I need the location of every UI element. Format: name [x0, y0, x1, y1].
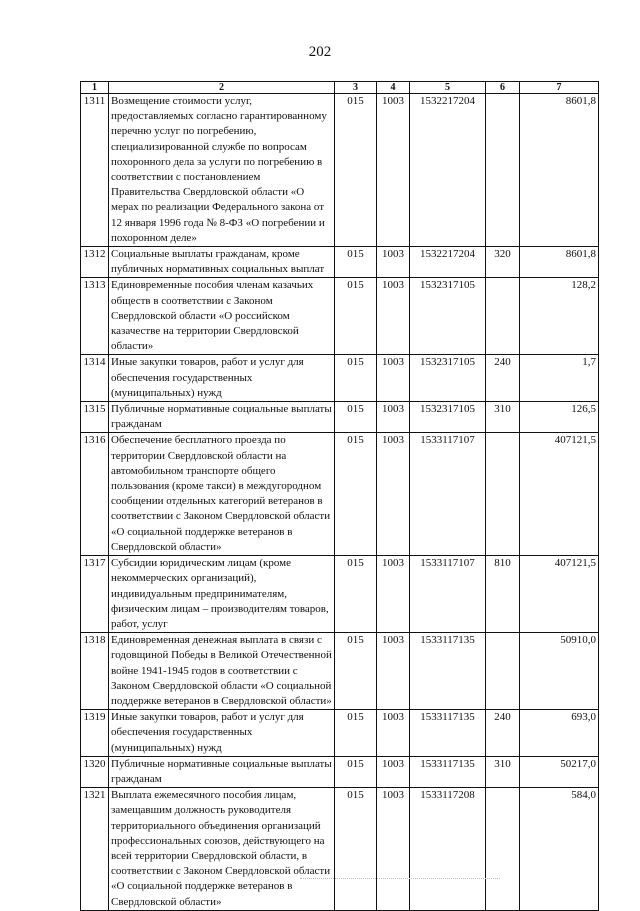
row-code-6 [486, 433, 520, 556]
row-description: Единовременная денежная выплата в связи с годовщиной Победы в Великой Отечественной войне 1941-1945 годов в соответствии с Законом Свердловской области «О социальной поддержке ветеранов в Свердловской области» [109, 633, 335, 710]
col-header-5: 5 [410, 82, 486, 94]
row-code-3: 015 [335, 710, 377, 757]
row-description: Социальные выплаты гражданам, кроме публичных нормативных социальных выплат [109, 247, 335, 278]
row-description: Выплата ежемесячного пособия лицам, замещавшим должность руководителя территориального объединения организаций профессиональных союзов, действующего на всей территории Свердловской области, в соответствии с Законом Свердловской области «О социальной поддержке ветеранов в Свердловской области» [109, 788, 335, 911]
table-row [81, 402, 599, 433]
row-code-6: 310 [486, 402, 520, 433]
row-code-6 [486, 278, 520, 355]
row-number: 1313 [81, 278, 109, 355]
col-header-1: 1 [81, 82, 109, 94]
row-code-6 [486, 633, 520, 710]
table-row [81, 633, 599, 710]
row-description: Публичные нормативные социальные выплаты гражданам [109, 402, 335, 433]
row-sum: 50910,0 [520, 633, 599, 710]
row-code-5: 1533117107 [410, 433, 486, 556]
row-description: Возмещение стоимости услуг, предоставляемых согласно гарантированному перечню услуг по погребению, специализированной службе по вопросам похоронного дела за услуги по погребению в соответствии с постановлением Правительства Свердловской области «О мерах по реализации Федерального закона от 12 января 1996 года № 8-ФЗ «О погребении и похоронном деле» [109, 94, 335, 247]
row-code-3: 015 [335, 402, 377, 433]
col-header-7: 7 [520, 82, 599, 94]
row-code-4: 1003 [377, 556, 410, 633]
header-row [81, 82, 599, 94]
row-code-6 [486, 788, 520, 911]
col-header-2: 2 [109, 82, 335, 94]
row-description: Субсидии юридическим лицам (кроме некоммерческих организаций), индивидуальным предпринимателям, физическим лицам – производителям товаров, работ, услуг [109, 556, 335, 633]
row-code-6: 310 [486, 756, 520, 787]
row-code-3: 015 [335, 633, 377, 710]
row-code-3: 015 [335, 556, 377, 633]
row-code-4: 1003 [377, 278, 410, 355]
row-number: 1317 [81, 556, 109, 633]
row-number: 1315 [81, 402, 109, 433]
row-description: Иные закупки товаров, работ и услуг для обеспечения государственных (муниципальных) нужд [109, 710, 335, 757]
row-code-6: 320 [486, 247, 520, 278]
row-sum: 407121,5 [520, 433, 599, 556]
row-number: 1312 [81, 247, 109, 278]
row-description: Единовременные пособия членам казачьих обществ в соответствии с Законом Свердловской области «О российском казачестве на территории Свердловской области» [109, 278, 335, 355]
row-number: 1311 [81, 94, 109, 247]
row-number: 1320 [81, 756, 109, 787]
table-row [81, 94, 599, 247]
row-number: 1319 [81, 710, 109, 757]
row-code-4: 1003 [377, 788, 410, 911]
row-code-4: 1003 [377, 633, 410, 710]
row-code-4: 1003 [377, 355, 410, 402]
row-number: 1316 [81, 433, 109, 556]
scan-edge-line [300, 878, 500, 879]
row-code-6: 240 [486, 355, 520, 402]
row-code-4: 1003 [377, 247, 410, 278]
row-number: 1318 [81, 633, 109, 710]
row-code-3: 015 [335, 756, 377, 787]
row-code-5: 1533117208 [410, 788, 486, 911]
row-code-5: 1533117135 [410, 756, 486, 787]
row-code-5: 1533117135 [410, 710, 486, 757]
table-row [81, 556, 599, 633]
row-code-6 [486, 94, 520, 247]
budget-table [80, 81, 599, 911]
row-number: 1314 [81, 355, 109, 402]
row-code-3: 015 [335, 355, 377, 402]
row-sum: 8601,8 [520, 94, 599, 247]
row-code-3: 015 [335, 94, 377, 247]
table-row [81, 355, 599, 402]
row-code-3: 015 [335, 247, 377, 278]
row-code-4: 1003 [377, 402, 410, 433]
row-sum: 693,0 [520, 710, 599, 757]
row-code-4: 1003 [377, 710, 410, 757]
row-description: Обеспечение бесплатного проезда по территории Свердловской области на автомобильном транспорте общего пользования (кроме такси) в междугородном сообщении отдельных категорий ветеранов в соответствии с Законом Свердловской области «О социальной поддержке ветеранов в Свердловской области» [109, 433, 335, 556]
row-description: Иные закупки товаров, работ и услуг для обеспечения государственных (муниципальных) нужд [109, 355, 335, 402]
row-sum: 8601,8 [520, 247, 599, 278]
row-code-5: 1532317105 [410, 402, 486, 433]
col-header-4: 4 [377, 82, 410, 94]
row-code-5: 1532217204 [410, 94, 486, 247]
table-row [81, 278, 599, 355]
table-row [81, 756, 599, 787]
row-code-3: 015 [335, 788, 377, 911]
page-number: 202 [308, 44, 332, 60]
row-sum: 50217,0 [520, 756, 599, 787]
row-sum: 584,0 [520, 788, 599, 911]
row-code-5: 1532317105 [410, 355, 486, 402]
table-row [81, 433, 599, 556]
row-code-5: 1532217204 [410, 247, 486, 278]
table-row [81, 788, 599, 911]
row-description: Публичные нормативные социальные выплаты гражданам [109, 756, 335, 787]
row-sum: 126,5 [520, 402, 599, 433]
row-code-6: 240 [486, 710, 520, 757]
row-code-4: 1003 [377, 94, 410, 247]
row-code-4: 1003 [377, 756, 410, 787]
table-row [81, 710, 599, 757]
row-sum: 407121,5 [520, 556, 599, 633]
table-row [81, 247, 599, 278]
row-code-3: 015 [335, 433, 377, 556]
col-header-6: 6 [486, 82, 520, 94]
row-code-5: 1532317105 [410, 278, 486, 355]
row-code-3: 015 [335, 278, 377, 355]
row-sum: 1,7 [520, 355, 599, 402]
row-number: 1321 [81, 788, 109, 911]
col-header-3: 3 [335, 82, 377, 94]
row-code-5: 1533117107 [410, 556, 486, 633]
row-sum: 128,2 [520, 278, 599, 355]
row-code-4: 1003 [377, 433, 410, 556]
row-code-6: 810 [486, 556, 520, 633]
row-code-5: 1533117135 [410, 633, 486, 710]
